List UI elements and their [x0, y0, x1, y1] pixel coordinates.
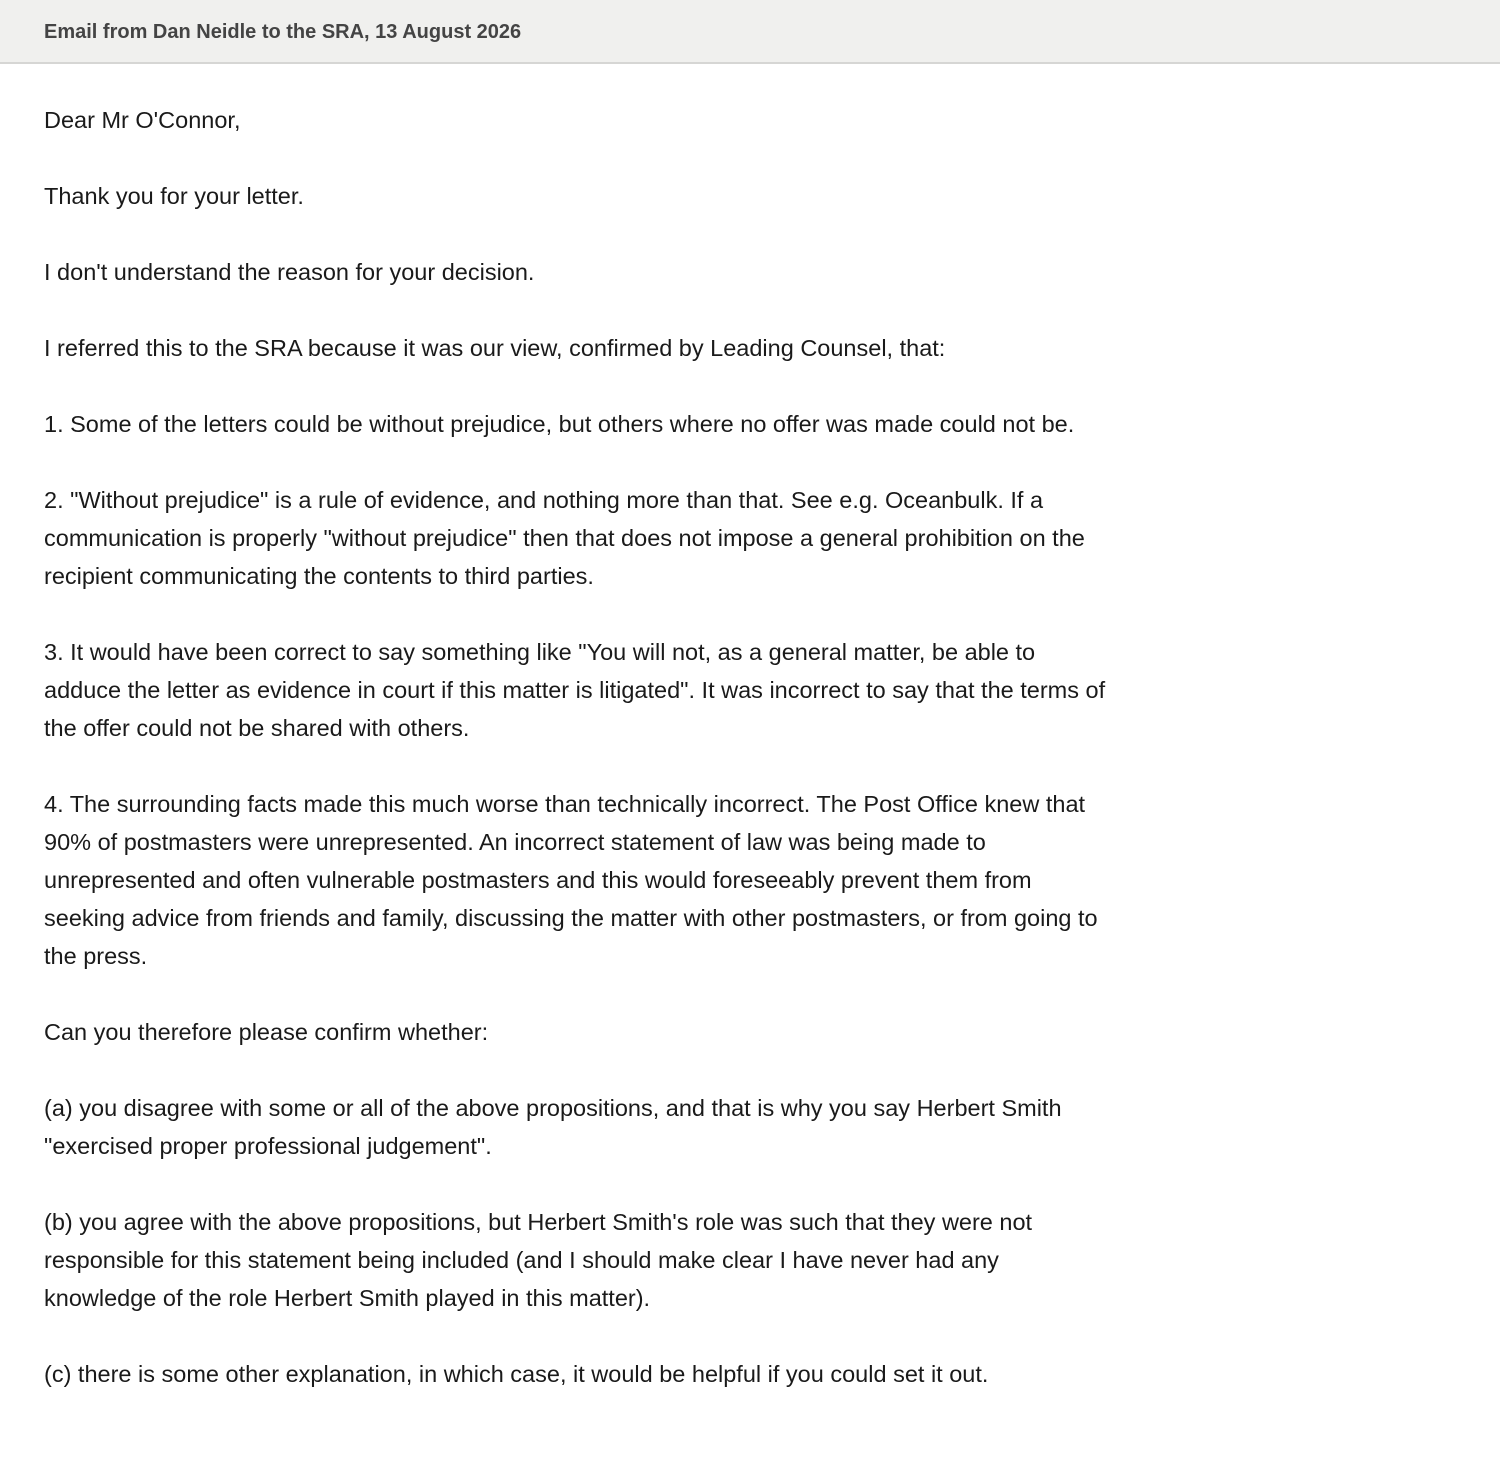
email-header-bar — [0, 0, 1500, 64]
email-body — [44, 101, 1112, 1393]
email-point-3: 3. It would have been correct to say something like "You will not, as a general matter, be able to adduce the letter as evidence in court if this matter is litigated". It was incorrect to say that the terms of the offer could not be shared with others. — [44, 639, 1106, 741]
email-option-c: (c) there is some other explanation, in which case, it would be helpful if you could set it out. — [44, 1361, 989, 1387]
email-option-a: (a) you disagree with some or all of the above propositions, and that is why you say Herbert Smith "exercised proper professional judgement". — [44, 1095, 1062, 1159]
email-paragraph-referral: I referred this to the SRA because it was our view, confirmed by Leading Counsel, that: — [44, 335, 946, 361]
email-paragraph-thanks: Thank you for your letter. — [44, 183, 304, 209]
email-option-b: (b) you agree with the above propositions, but Herbert Smith's role was such that they were not responsible for this statement being included (and I should make clear I have never had any knowledge of the role Herbert Smith played in this matter). — [44, 1209, 1033, 1311]
email-point-2: 2. "Without prejudice" is a rule of evidence, and nothing more than that. See e.g. Oceanbulk. If a communication is properly "without prejudice" then that does not impose a general prohibition on the recipient communicating the contents to third parties. — [44, 487, 1085, 589]
email-paragraph-decision: I don't understand the reason for your decision. — [44, 259, 535, 285]
email-point-4: 4. The surrounding facts made this much worse than technically incorrect. The Post Office knew that 90% of postmasters were unrepresented. An incorrect statement of law was being made to unrepresented and often vulnerable postmasters and this would foreseeably prevent them from seeking advice from friends and family, discussing the matter with other postmasters, or from going to the press. — [44, 791, 1098, 969]
email-salutation: Dear Mr O'Connor, — [44, 107, 241, 133]
email-paragraph-request: Can you therefore please confirm whether: — [44, 1019, 489, 1045]
email-subject-title: Email from Dan Neidle to the SRA, 13 August 2026 — [44, 21, 522, 43]
email-point-1: 1. Some of the letters could be without prejudice, but others where no offer was made could not be. — [44, 411, 1075, 437]
